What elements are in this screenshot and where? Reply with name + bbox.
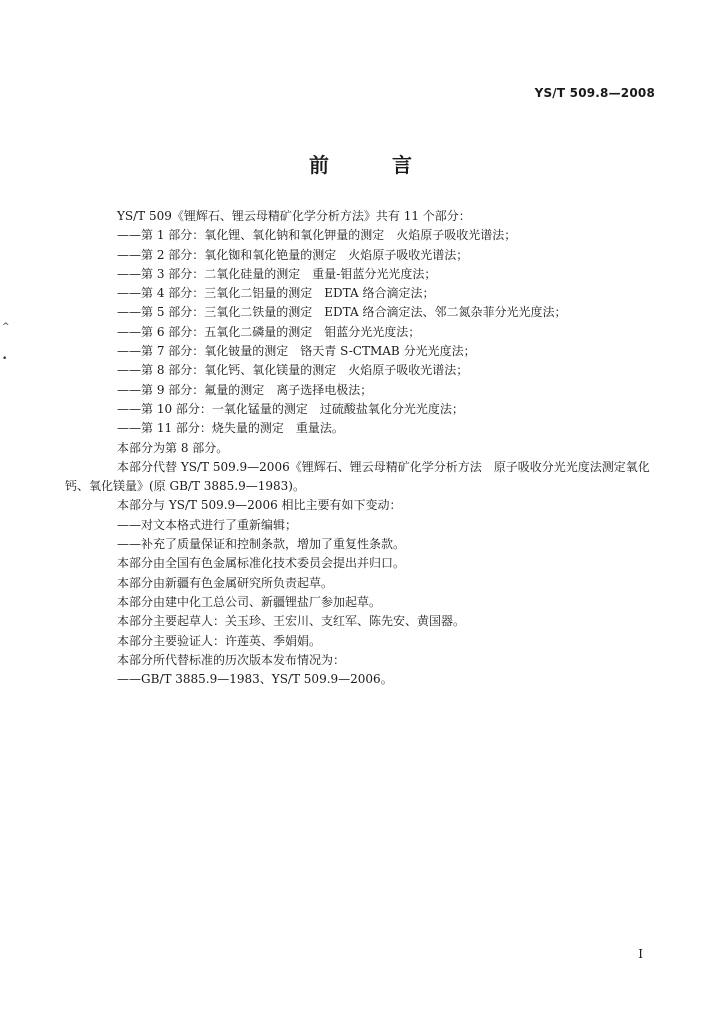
list-item: ——第 3 部分：二氧化硅量的测定 重量-钼蓝分光光度法； — [117, 266, 437, 281]
list-item: ——第 7 部分：氧化铍量的测定 铬天青 S-CTMAB 分光光度法； — [117, 344, 476, 359]
this-part-paragraph: 本部分为第 8 部分。 — [117, 440, 229, 455]
replaces-paragraph: 本部分代替 YS/T 509.9—2006《锂辉石、锂云母精矿化学分析方法 原子吸收分光光度法测定氧化钙、氧化镁量》(原 GB/T 3885.9—1983)。 — [65, 459, 650, 494]
list-item: ——第 11 部分：烧失量的测定 重量法。 — [117, 421, 344, 436]
list-item: ——第 2 部分：氧化铷和氧化铯量的测定 火焰原子吸收光谱法； — [117, 247, 469, 262]
list-item: ——第 1 部分：氧化锂、氧化钠和氧化钾量的测定 火焰原子吸收光谱法； — [117, 228, 517, 243]
drafted-by-paragraph: 本部分由新疆有色金属研究所负责起草。 — [117, 575, 334, 590]
foreword-body — [65, 207, 661, 689]
page-title: 前 言 — [309, 153, 440, 177]
list-item: ——第 5 部分：三氧化二铁量的测定 EDTA 络合滴定法、邻二氮杂菲分光光度法； — [117, 305, 567, 320]
page-number: I — [638, 947, 643, 961]
standard-number: YS/T 509.8—2008 — [534, 86, 655, 100]
verifiers-paragraph: 本部分主要验证人：许莲英、季娟娟。 — [117, 633, 322, 648]
list-item: ——第 9 部分：氟量的测定 离子选择电极法； — [117, 382, 373, 397]
margin-mark-caret: ^ — [2, 322, 10, 332]
list-item: ——第 6 部分：五氧化二磷量的测定 钼蓝分光光度法； — [117, 324, 421, 339]
drafters-paragraph: 本部分主要起草人：关玉珍、王宏川、支红军、陈先安、黄国器。 — [117, 614, 466, 629]
participated-by-paragraph: 本部分由建中化工总公司、新疆锂盐厂参加起草。 — [117, 594, 382, 609]
list-item: ——第 10 部分：一氧化锰量的测定 过硫酸盐氧化分光光度法； — [117, 401, 464, 416]
history-intro-paragraph: 本部分所代替标准的历次版本发布情况为： — [117, 652, 346, 667]
intro-paragraph: YS/T 509《锂辉石、锂云母精矿化学分析方法》共有 11 个部分： — [117, 209, 471, 223]
history-item: ——GB/T 3885.9—1983、YS/T 509.9—2006。 — [117, 672, 393, 687]
change-item: ——对文本格式进行了重新编辑； — [117, 517, 298, 532]
list-item: ——第 4 部分：三氧化二铝量的测定 EDTA 络合滴定法； — [117, 286, 435, 301]
changes-intro-paragraph: 本部分与 YS/T 509.9—2006 相比主要有如下变动： — [117, 498, 402, 513]
proposed-by-paragraph: 本部分由全国有色金属标准化技术委员会提出并归口。 — [117, 556, 406, 571]
list-item: ——第 8 部分：氧化钙、氧化镁量的测定 火焰原子吸收光谱法； — [117, 363, 469, 378]
parts-list — [91, 226, 661, 438]
change-item: ——补充了质量保证和控制条款，增加了重复性条款。 — [117, 537, 406, 552]
margin-mark-dot: • — [2, 354, 8, 364]
